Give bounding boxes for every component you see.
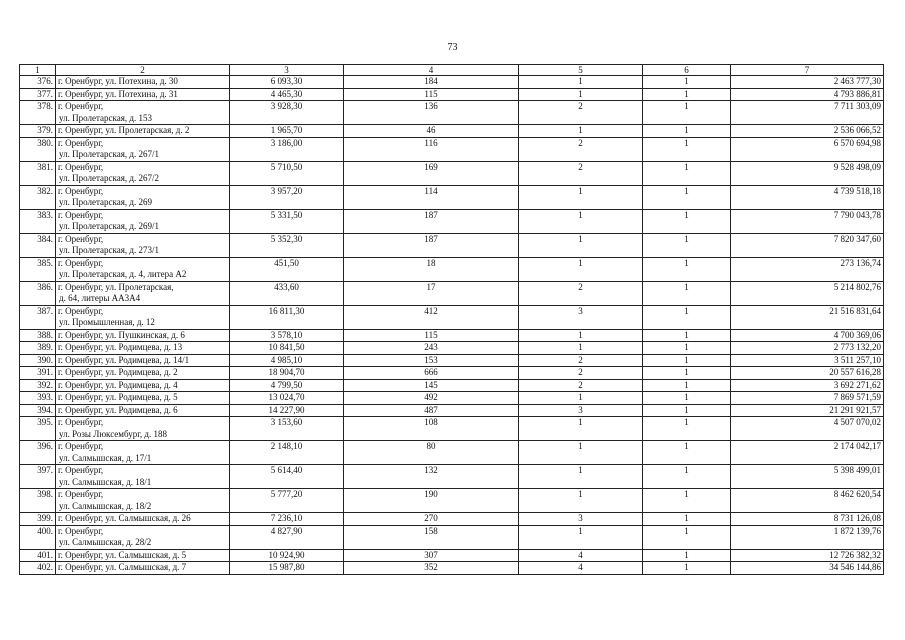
address-line: ул. Пролетарская, д. 267/2 xyxy=(59,173,159,183)
row-number-cell: 393. xyxy=(20,392,56,405)
column-6-cell: 1 xyxy=(643,513,731,526)
residents-cell: 270 xyxy=(344,513,519,526)
cost-cell: 7 711 303,09 xyxy=(731,101,884,125)
area-cell: 10 841,50 xyxy=(230,342,344,355)
address-line: д. 64, литеры АА3А4 xyxy=(59,293,141,303)
table-row xyxy=(20,233,884,257)
address-line: г. Оренбург, ул. Салмышская, д. 7 xyxy=(58,562,187,572)
address-line: ул. Розы Люксембург, д. 188 xyxy=(59,428,167,439)
table-row xyxy=(20,209,884,233)
address-line: г. Оренбург, ул. Салмышская, д. 26 xyxy=(58,513,191,523)
column-5-cell: 1 xyxy=(519,76,643,89)
address-cell xyxy=(56,489,230,513)
address-cell xyxy=(56,367,230,380)
row-number-cell: 383. xyxy=(20,209,56,233)
address-cell xyxy=(56,257,230,281)
row-number-cell: 397. xyxy=(20,465,56,489)
address-cell xyxy=(56,161,230,185)
cost-cell: 5 398 499,01 xyxy=(731,465,884,489)
area-cell: 10 924,90 xyxy=(230,549,344,562)
residents-cell: 492 xyxy=(344,392,519,405)
address-line: г. Оренбург, ул. Родимцева, д. 14/1 xyxy=(58,354,190,365)
area-cell: 451,50 xyxy=(230,257,344,281)
cost-cell: 6 570 694,98 xyxy=(731,137,884,161)
table-row xyxy=(20,525,884,549)
row-number-cell: 396. xyxy=(20,441,56,465)
column-6-cell: 1 xyxy=(643,489,731,513)
address-line: ул. Пролетарская, д. 269 xyxy=(59,197,152,207)
residents-cell: 115 xyxy=(344,329,519,342)
cost-cell: 7 869 571,59 xyxy=(731,392,884,405)
row-number-cell: 401. xyxy=(20,549,56,562)
column-5-cell: 1 xyxy=(519,465,643,489)
table-row xyxy=(20,161,884,185)
address-cell xyxy=(56,185,230,209)
address-line: г. Оренбург, ул. Родимцева, д. 6 xyxy=(58,404,178,415)
residents-cell: 114 xyxy=(344,185,519,209)
area-cell: 16 811,30 xyxy=(230,305,344,329)
row-number-cell: 382. xyxy=(20,185,56,209)
column-5-cell: 2 xyxy=(519,367,643,380)
address-cell xyxy=(56,76,230,89)
column-5-cell: 1 xyxy=(519,233,643,257)
residents-cell: 666 xyxy=(344,367,519,380)
residents-cell: 307 xyxy=(344,549,519,562)
column-5-cell: 4 xyxy=(519,549,643,562)
address-line: ул. Пролетарская, д. 273/1 xyxy=(59,245,159,255)
address-cell xyxy=(56,392,230,405)
residents-cell: 108 xyxy=(344,417,519,441)
area-cell: 5 777,20 xyxy=(230,489,344,513)
residents-cell: 153 xyxy=(344,354,519,367)
column-5-cell: 2 xyxy=(519,354,643,367)
address-line: г. Оренбург, xyxy=(58,465,104,475)
address-line: г. Оренбург, xyxy=(58,305,104,316)
area-cell: 3 153,60 xyxy=(230,417,344,441)
cost-cell: 3 511 257,10 xyxy=(731,354,884,367)
column-6-cell: 1 xyxy=(643,257,731,281)
cost-cell: 4 739 518,18 xyxy=(731,185,884,209)
address-line: г. Оренбург, ул. Родимцева, д. 13 xyxy=(58,342,183,352)
column-header: 5 xyxy=(519,65,643,76)
column-6-cell: 1 xyxy=(643,465,731,489)
address-cell xyxy=(56,465,230,489)
table-row xyxy=(20,257,884,281)
residents-cell: 158 xyxy=(344,525,519,549)
cost-cell: 4 507 070,02 xyxy=(731,417,884,441)
area-cell: 15 987,80 xyxy=(230,562,344,575)
column-6-cell: 1 xyxy=(643,392,731,405)
area-cell: 3 186,00 xyxy=(230,137,344,161)
address-cell xyxy=(56,379,230,392)
residents-cell: 190 xyxy=(344,489,519,513)
cost-cell: 4 700 369,06 xyxy=(731,329,884,342)
column-header: 2 xyxy=(56,65,230,76)
cost-cell: 21 291 921,57 xyxy=(731,404,884,417)
row-number-cell: 376. xyxy=(20,76,56,89)
cost-cell: 273 136,74 xyxy=(731,257,884,281)
row-number-cell: 386. xyxy=(20,281,56,305)
row-number-cell: 399. xyxy=(20,513,56,526)
address-line: г. Оренбург, ул. Родимцева, д. 4 xyxy=(58,379,178,390)
column-6-cell: 1 xyxy=(643,137,731,161)
cost-cell: 34 546 144,86 xyxy=(731,562,884,575)
address-line: ул. Промышленная, д. 12 xyxy=(59,317,155,327)
housing-registry-table xyxy=(19,64,884,575)
row-number-cell: 400. xyxy=(20,525,56,549)
address-line: г. Оренбург, ул. Родимцева, д. 5 xyxy=(58,392,178,402)
address-line: г. Оренбург, ул. Потехина, д. 31 xyxy=(58,88,178,99)
address-cell xyxy=(56,101,230,125)
table-row xyxy=(20,489,884,513)
column-header-row xyxy=(20,65,884,76)
area-cell: 2 148,10 xyxy=(230,441,344,465)
column-6-cell: 1 xyxy=(643,379,731,392)
address-cell xyxy=(56,562,230,575)
table-row xyxy=(20,367,884,380)
table-row xyxy=(20,513,884,526)
address-cell xyxy=(56,137,230,161)
address-cell xyxy=(56,525,230,549)
residents-cell: 487 xyxy=(344,404,519,417)
area-cell: 7 236,10 xyxy=(230,513,344,526)
row-number-cell: 379. xyxy=(20,125,56,138)
cost-cell: 1 872 139,76 xyxy=(731,525,884,549)
cost-cell: 8 731 126,08 xyxy=(731,513,884,526)
cost-cell: 21 516 831,64 xyxy=(731,305,884,329)
column-header: 1 xyxy=(20,65,56,76)
column-6-cell: 1 xyxy=(643,354,731,367)
column-6-cell: 1 xyxy=(643,417,731,441)
address-line: г. Оренбург, xyxy=(58,489,104,499)
table-row xyxy=(20,342,884,355)
address-cell xyxy=(56,549,230,562)
table-row xyxy=(20,549,884,562)
area-cell: 14 227,90 xyxy=(230,404,344,417)
row-number-cell: 378. xyxy=(20,101,56,125)
address-line: ул. Салмышская, д. 18/1 xyxy=(59,476,152,487)
residents-cell: 145 xyxy=(344,379,519,392)
residents-cell: 243 xyxy=(344,342,519,355)
residents-cell: 18 xyxy=(344,257,519,281)
table-row xyxy=(20,562,884,575)
row-number-cell: 387. xyxy=(20,305,56,329)
area-cell: 3 928,30 xyxy=(230,101,344,125)
address-line: г. Оренбург, ул. Пролетарская, xyxy=(58,281,174,292)
area-cell: 4 465,30 xyxy=(230,88,344,101)
column-6-cell: 1 xyxy=(643,281,731,305)
table-body xyxy=(20,76,884,575)
column-5-cell: 1 xyxy=(519,88,643,101)
residents-cell: 187 xyxy=(344,233,519,257)
row-number-cell: 398. xyxy=(20,489,56,513)
column-6-cell: 1 xyxy=(643,441,731,465)
address-line: г. Оренбург, ул. Родимцева, д. 2 xyxy=(58,367,178,377)
column-6-cell: 1 xyxy=(643,404,731,417)
address-line: г. Оренбург, xyxy=(58,525,104,536)
table-row xyxy=(20,404,884,417)
column-6-cell: 1 xyxy=(643,329,731,342)
area-cell: 3 578,10 xyxy=(230,329,344,342)
address-cell xyxy=(56,342,230,355)
residents-cell: 184 xyxy=(344,76,519,89)
page-number: 73 xyxy=(447,42,458,53)
column-6-cell: 1 xyxy=(643,185,731,209)
area-cell: 4 985,10 xyxy=(230,354,344,367)
row-number-cell: 394. xyxy=(20,404,56,417)
address-cell xyxy=(56,88,230,101)
column-5-cell: 2 xyxy=(519,137,643,161)
column-6-cell: 1 xyxy=(643,342,731,355)
cost-cell: 8 462 620,54 xyxy=(731,489,884,513)
cost-cell: 2 174 042,17 xyxy=(731,441,884,465)
column-6-cell: 1 xyxy=(643,367,731,380)
row-number-cell: 377. xyxy=(20,88,56,101)
column-5-cell: 1 xyxy=(519,185,643,209)
address-cell xyxy=(56,441,230,465)
address-cell xyxy=(56,417,230,441)
column-5-cell: 1 xyxy=(519,342,643,355)
row-number-cell: 391. xyxy=(20,367,56,380)
row-number-cell: 388. xyxy=(20,329,56,342)
area-cell: 18 904,70 xyxy=(230,367,344,380)
column-header: 6 xyxy=(643,65,731,76)
cost-cell: 3 692 271,62 xyxy=(731,379,884,392)
cost-cell: 9 528 498,09 xyxy=(731,161,884,185)
column-6-cell: 1 xyxy=(643,233,731,257)
column-5-cell: 1 xyxy=(519,125,643,138)
table-row xyxy=(20,76,884,89)
area-cell: 4 799,50 xyxy=(230,379,344,392)
residents-cell: 115 xyxy=(344,88,519,101)
address-line: г. Оренбург, xyxy=(58,161,104,172)
table-row xyxy=(20,354,884,367)
address-cell xyxy=(56,209,230,233)
address-line: г. Оренбург, xyxy=(58,101,104,111)
column-5-cell: 2 xyxy=(519,101,643,125)
address-line: г. Оренбург, xyxy=(58,257,104,268)
cost-cell: 2 536 066,52 xyxy=(731,125,884,138)
area-cell: 3 957,20 xyxy=(230,185,344,209)
cost-cell: 20 557 616,28 xyxy=(731,367,884,380)
table-row xyxy=(20,417,884,441)
address-line: ул. Салмышская, д. 18/2 xyxy=(59,500,152,511)
table-row xyxy=(20,185,884,209)
table-row xyxy=(20,281,884,305)
table-row xyxy=(20,329,884,342)
residents-cell: 352 xyxy=(344,562,519,575)
address-cell xyxy=(56,281,230,305)
column-5-cell: 1 xyxy=(519,441,643,465)
address-line: ул. Пролетарская, д. 153 xyxy=(59,112,152,123)
address-line: г. Оренбург, ул. Салмышская, д. 5 xyxy=(58,549,187,560)
table-row xyxy=(20,137,884,161)
address-line: ул. Пролетарская, д. 269/1 xyxy=(59,221,159,231)
address-cell xyxy=(56,329,230,342)
row-number-cell: 381. xyxy=(20,161,56,185)
column-6-cell: 1 xyxy=(643,549,731,562)
column-6-cell: 1 xyxy=(643,161,731,185)
area-cell: 5 614,40 xyxy=(230,465,344,489)
row-number-cell: 395. xyxy=(20,417,56,441)
area-cell: 6 093,30 xyxy=(230,76,344,89)
address-cell xyxy=(56,513,230,526)
column-5-cell: 1 xyxy=(519,329,643,342)
cost-cell: 7 820 347,60 xyxy=(731,233,884,257)
address-line: г. Оренбург, xyxy=(58,441,104,451)
row-number-cell: 385. xyxy=(20,257,56,281)
column-header: 7 xyxy=(731,65,884,76)
column-6-cell: 1 xyxy=(643,88,731,101)
cost-cell: 12 726 382,32 xyxy=(731,549,884,562)
column-5-cell: 3 xyxy=(519,404,643,417)
cost-cell: 4 793 886,81 xyxy=(731,88,884,101)
row-number-cell: 384. xyxy=(20,233,56,257)
column-5-cell: 1 xyxy=(519,417,643,441)
address-line: г. Оренбург, xyxy=(58,209,104,220)
area-cell: 5 710,50 xyxy=(230,161,344,185)
address-line: ул. Пролетарская, д. 267/1 xyxy=(59,149,159,159)
row-number-cell: 392. xyxy=(20,379,56,392)
address-line: г. Оренбург, ул. Пролетарская, д. 2 xyxy=(58,125,190,135)
column-5-cell: 1 xyxy=(519,525,643,549)
column-6-cell: 1 xyxy=(643,76,731,89)
column-6-cell: 1 xyxy=(643,562,731,575)
cost-cell: 7 790 043,78 xyxy=(731,209,884,233)
column-6-cell: 1 xyxy=(643,525,731,549)
cost-cell: 5 214 802,76 xyxy=(731,281,884,305)
column-5-cell: 3 xyxy=(519,305,643,329)
table-row xyxy=(20,392,884,405)
table-row xyxy=(20,465,884,489)
residents-cell: 116 xyxy=(344,137,519,161)
address-cell xyxy=(56,354,230,367)
address-cell xyxy=(56,125,230,138)
column-6-cell: 1 xyxy=(643,305,731,329)
column-5-cell: 2 xyxy=(519,161,643,185)
residents-cell: 17 xyxy=(344,281,519,305)
table-row xyxy=(20,125,884,138)
residents-cell: 46 xyxy=(344,125,519,138)
column-6-cell: 1 xyxy=(643,125,731,138)
column-header: 3 xyxy=(230,65,344,76)
area-cell: 1 965,70 xyxy=(230,125,344,138)
area-cell: 13 024,70 xyxy=(230,392,344,405)
address-line: г. Оренбург, xyxy=(58,417,104,427)
row-number-cell: 380. xyxy=(20,137,56,161)
column-5-cell: 1 xyxy=(519,257,643,281)
address-cell xyxy=(56,404,230,417)
column-5-cell: 2 xyxy=(519,379,643,392)
column-5-cell: 2 xyxy=(519,281,643,305)
address-cell xyxy=(56,233,230,257)
column-6-cell: 1 xyxy=(643,101,731,125)
table-row xyxy=(20,88,884,101)
area-cell: 5 352,30 xyxy=(230,233,344,257)
table-row xyxy=(20,379,884,392)
table-row xyxy=(20,305,884,329)
table-row xyxy=(20,101,884,125)
column-header: 4 xyxy=(344,65,519,76)
address-line: ул. Салмышская, д. 17/1 xyxy=(59,452,152,463)
row-number-cell: 402. xyxy=(20,562,56,575)
column-5-cell: 4 xyxy=(519,562,643,575)
column-5-cell: 1 xyxy=(519,209,643,233)
residents-cell: 412 xyxy=(344,305,519,329)
column-5-cell: 1 xyxy=(519,489,643,513)
cost-cell: 2 463 777,30 xyxy=(731,76,884,89)
residents-cell: 136 xyxy=(344,101,519,125)
column-6-cell: 1 xyxy=(643,209,731,233)
address-line: г. Оренбург, ул. Пушкинская, д. 6 xyxy=(58,329,185,340)
address-line: г. Оренбург, ул. Потехина, д. 30 xyxy=(58,76,178,86)
row-number-cell: 390. xyxy=(20,354,56,367)
address-line: г. Оренбург, xyxy=(58,185,104,196)
area-cell: 5 331,50 xyxy=(230,209,344,233)
residents-cell: 169 xyxy=(344,161,519,185)
address-line: г. Оренбург, xyxy=(58,233,104,244)
column-5-cell: 1 xyxy=(519,392,643,405)
residents-cell: 80 xyxy=(344,441,519,465)
address-cell xyxy=(56,305,230,329)
row-number-cell: 389. xyxy=(20,342,56,355)
area-cell: 433,60 xyxy=(230,281,344,305)
residents-cell: 132 xyxy=(344,465,519,489)
residents-cell: 187 xyxy=(344,209,519,233)
column-5-cell: 3 xyxy=(519,513,643,526)
address-line: ул. Пролетарская, д. 4, литера А2 xyxy=(59,269,187,279)
address-line: ул. Салмышская, д. 28/2 xyxy=(59,537,152,547)
address-line: г. Оренбург, xyxy=(58,137,104,148)
cost-cell: 2 773 132,20 xyxy=(731,342,884,355)
area-cell: 4 827,90 xyxy=(230,525,344,549)
table-row xyxy=(20,441,884,465)
